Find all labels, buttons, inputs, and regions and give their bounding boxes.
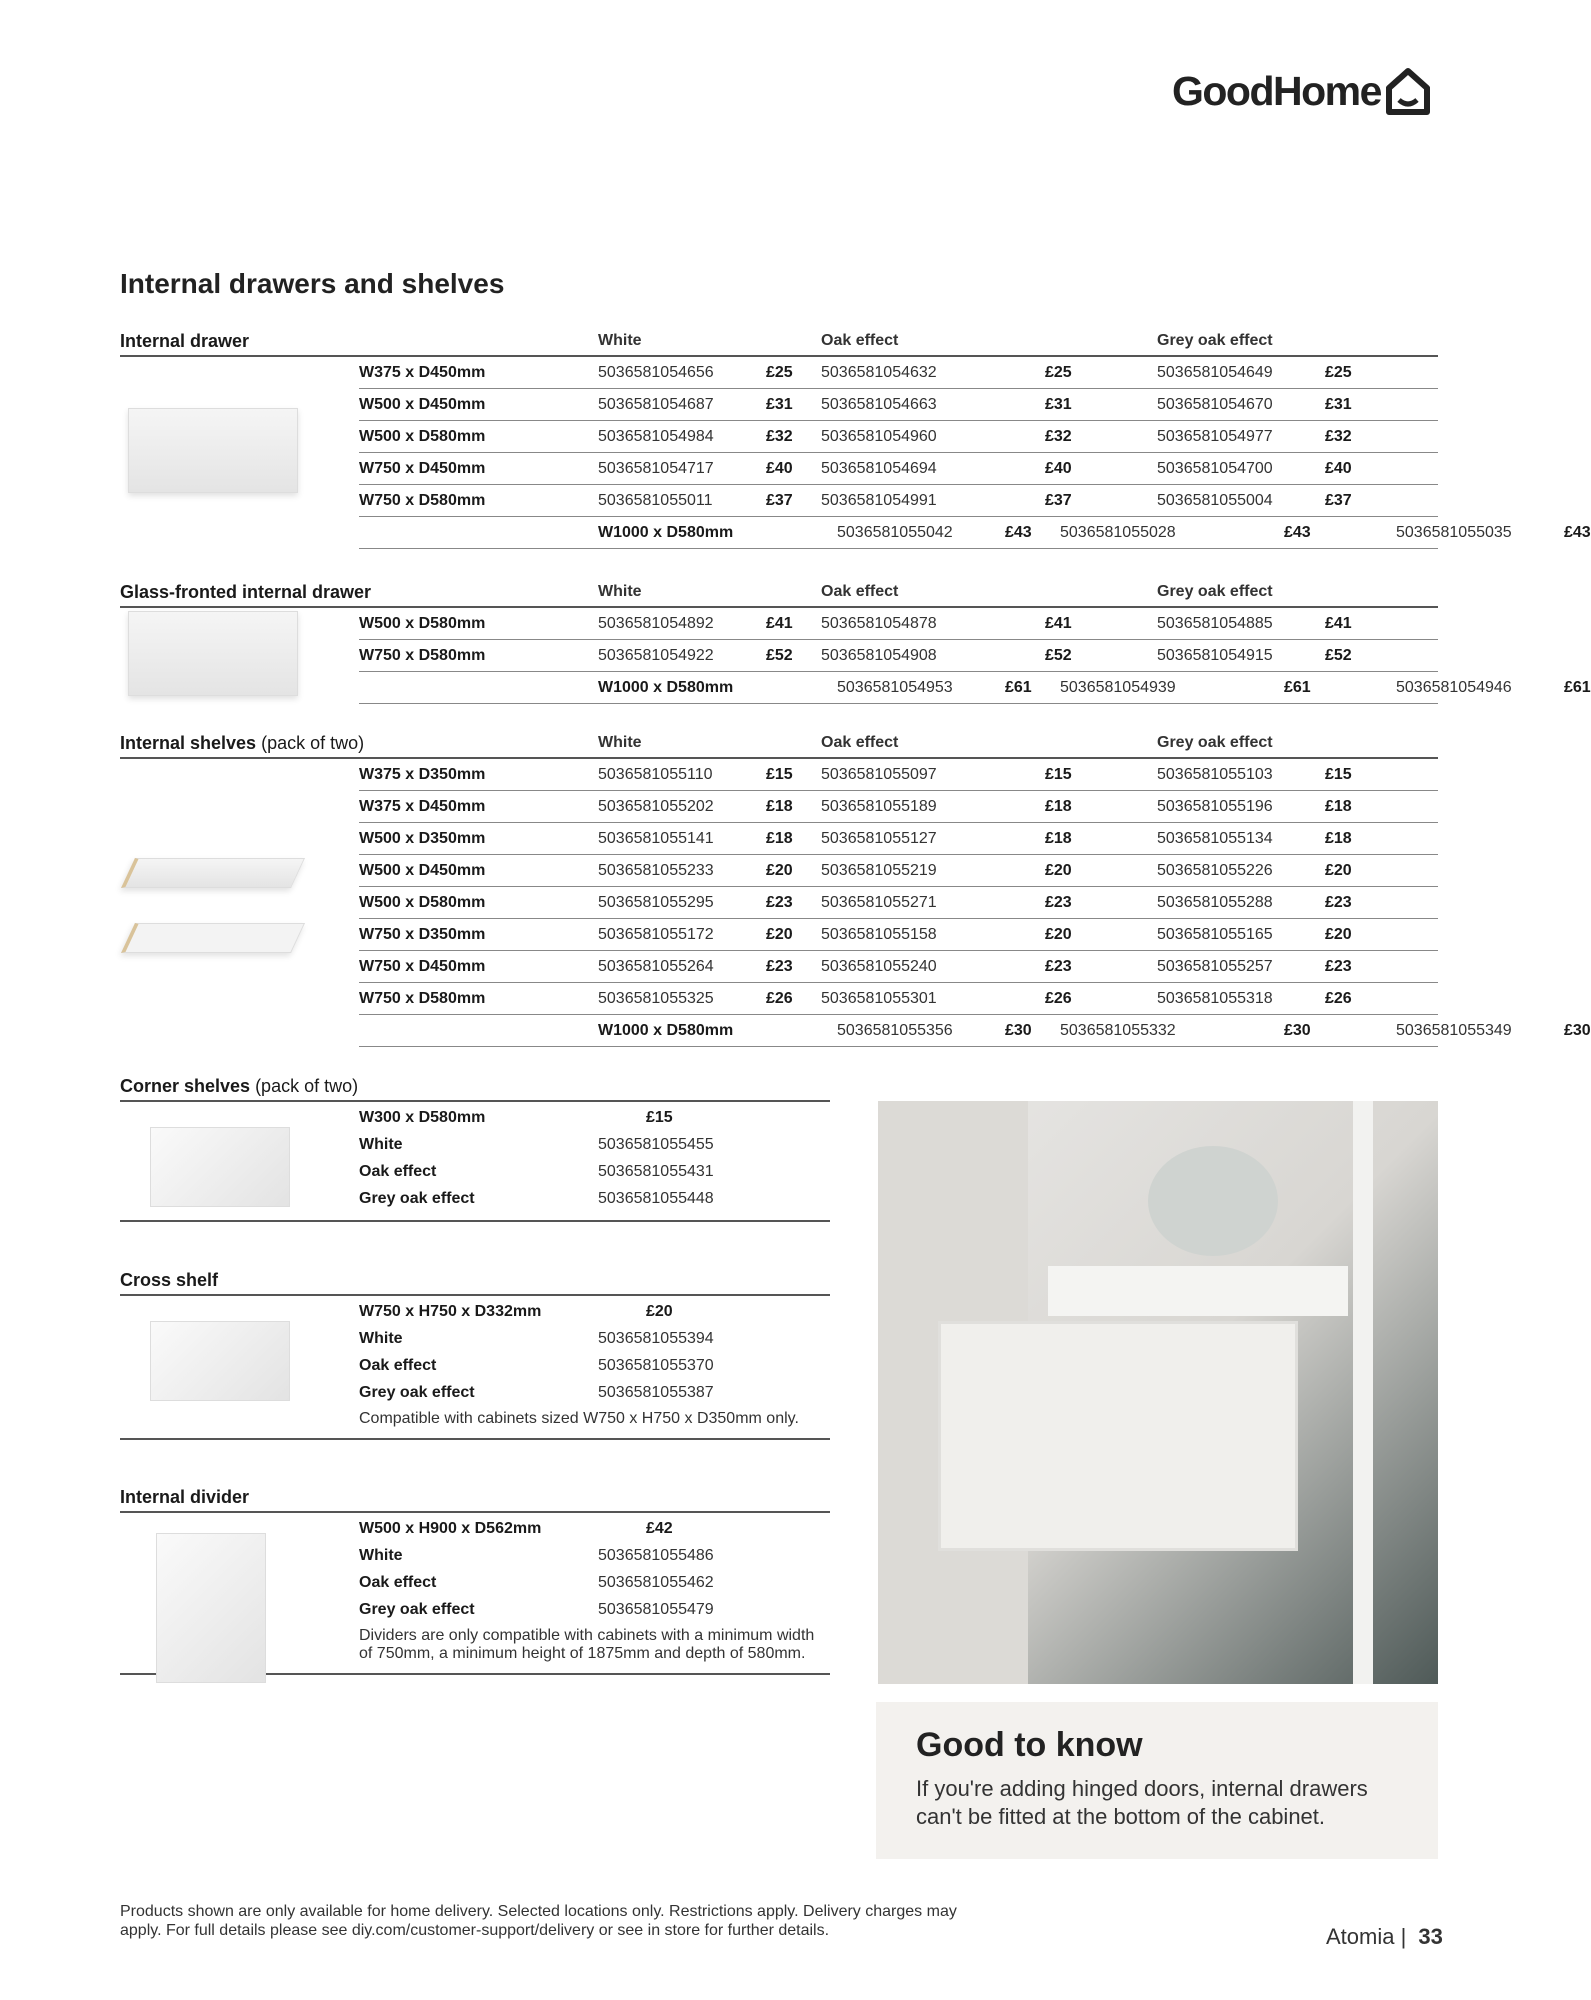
table-row xyxy=(359,823,1438,855)
table-body xyxy=(120,357,1591,549)
divider xyxy=(120,1428,830,1440)
price: £20 xyxy=(766,862,793,879)
ean-code: 5036581055257 xyxy=(1157,958,1273,975)
ean-code: 5036581055349 xyxy=(1396,1022,1512,1039)
price: £43 xyxy=(1564,524,1591,541)
size: W750 x H750 x D332mm xyxy=(359,1303,542,1320)
price: £37 xyxy=(1045,492,1072,509)
separator: | xyxy=(1400,1924,1407,1949)
table-row xyxy=(359,1296,830,1323)
price: £26 xyxy=(766,990,793,1007)
product-image xyxy=(128,408,298,493)
price: £30 xyxy=(1564,1022,1591,1039)
table-row xyxy=(359,672,1591,704)
price: £20 xyxy=(1325,862,1352,879)
table-row xyxy=(359,1513,830,1540)
ean-code: 5036581055387 xyxy=(598,1384,714,1401)
ean-code: 5036581055233 xyxy=(598,862,714,879)
ean-code: 5036581055288 xyxy=(1157,894,1273,911)
table-row xyxy=(359,389,1438,421)
price: £20 xyxy=(766,926,793,943)
price: £23 xyxy=(766,894,793,911)
table-body xyxy=(120,608,1591,704)
product-image xyxy=(150,1321,290,1401)
ean-code: 5036581055318 xyxy=(1157,990,1273,1007)
price: £52 xyxy=(1045,647,1072,664)
ean-code: 5036581055462 xyxy=(598,1574,714,1591)
price: £18 xyxy=(1045,830,1072,847)
table-row xyxy=(359,983,1438,1015)
table-header xyxy=(120,1483,830,1513)
table-header xyxy=(120,327,1438,357)
product-image xyxy=(121,858,305,888)
price: £37 xyxy=(766,492,793,509)
product-image xyxy=(128,611,298,696)
size: W500 x D450mm xyxy=(359,396,486,413)
price: £32 xyxy=(1045,428,1072,445)
ean-code: 5036581054717 xyxy=(598,460,714,477)
ean-code: 5036581054885 xyxy=(1157,615,1273,632)
size: W750 x D580mm xyxy=(359,492,486,509)
table-row xyxy=(359,1323,830,1350)
ean-code: 5036581055042 xyxy=(837,524,953,541)
table-row xyxy=(359,640,1438,672)
ean-code: 5036581054984 xyxy=(598,428,714,445)
table-header xyxy=(120,1266,830,1296)
price: £37 xyxy=(1325,492,1352,509)
table-row xyxy=(359,453,1438,485)
ean-code: 5036581054663 xyxy=(821,396,937,413)
ean-code: 5036581055035 xyxy=(1396,524,1512,541)
section-sublabel: (pack of two) xyxy=(256,733,365,753)
column-header: Grey oak effect xyxy=(1157,332,1273,349)
size: W500 x D580mm xyxy=(359,428,486,445)
section-sublabel: (pack of two) xyxy=(250,1076,359,1096)
ean-code: 5036581055394 xyxy=(598,1330,714,1347)
column-header: Grey oak effect xyxy=(1157,734,1273,751)
ean-code: 5036581054939 xyxy=(1060,679,1176,696)
ean-code: 5036581055158 xyxy=(821,926,937,943)
price: £30 xyxy=(1005,1022,1032,1039)
cabinet-side xyxy=(1353,1101,1373,1684)
price: £40 xyxy=(766,460,793,477)
price: £40 xyxy=(1045,460,1072,477)
size: W1000 x D580mm xyxy=(598,1022,734,1039)
ean-code: 5036581054892 xyxy=(598,615,714,632)
product-table xyxy=(120,1072,830,1222)
ean-code: 5036581055295 xyxy=(598,894,714,911)
ean-code: 5036581054649 xyxy=(1157,364,1273,381)
price: £15 xyxy=(1325,766,1352,783)
price: £20 xyxy=(1045,926,1072,943)
ean-code: 5036581055004 xyxy=(1157,492,1273,509)
table-row xyxy=(359,608,1438,640)
price: £23 xyxy=(1325,958,1352,975)
price: £40 xyxy=(1325,460,1352,477)
product-table xyxy=(120,578,1591,704)
compatibility-note: Dividers are only compatible with cabinets with a minimum width of 750mm, a minimum height of 1875mm and depth of 580mm. xyxy=(359,1627,815,1662)
ean-code: 5036581054908 xyxy=(821,647,937,664)
table-body xyxy=(120,759,1591,1047)
ean-code: 5036581055172 xyxy=(598,926,714,943)
ean-code: 5036581055011 xyxy=(598,492,713,509)
size: W1000 x D580mm xyxy=(598,524,734,541)
ean-code: 5036581055028 xyxy=(1060,524,1176,541)
section-label: Cross shelf xyxy=(120,1270,219,1290)
table-header xyxy=(120,1072,830,1102)
table-row xyxy=(359,919,1438,951)
table-row xyxy=(359,1015,1591,1047)
finish: Oak effect xyxy=(359,1163,437,1180)
ean-code: 5036581055264 xyxy=(598,958,714,975)
table-row xyxy=(359,485,1438,517)
table-row xyxy=(359,1594,830,1621)
brand-name: GoodHome xyxy=(1172,67,1381,114)
price: £20 xyxy=(1325,926,1352,943)
size: W500 x D580mm xyxy=(359,615,486,632)
price: £23 xyxy=(1325,894,1352,911)
section-label: Internal divider xyxy=(120,1487,250,1507)
table-row xyxy=(359,1102,830,1129)
table-row xyxy=(359,1567,830,1594)
finish: White xyxy=(359,1136,403,1153)
price: £15 xyxy=(646,1109,673,1126)
ean-code: 5036581055455 xyxy=(598,1136,714,1153)
ean-code: 5036581054700 xyxy=(1157,460,1273,477)
product-image xyxy=(156,1533,266,1683)
product-image xyxy=(121,923,305,953)
table-body xyxy=(120,1296,830,1440)
table-row xyxy=(359,1129,830,1156)
price: £15 xyxy=(766,766,793,783)
ean-code: 5036581055301 xyxy=(821,990,937,1007)
price: £52 xyxy=(766,647,793,664)
column-header: Oak effect xyxy=(821,332,899,349)
price: £18 xyxy=(1045,798,1072,815)
ean-code: 5036581055196 xyxy=(1157,798,1273,815)
open-drawer xyxy=(938,1321,1298,1551)
finish: Oak effect xyxy=(359,1357,437,1374)
good-to-know-text: If you're adding hinged doors, internal drawers can't be fitted at the bottom of the cabinet. xyxy=(916,1776,1368,1829)
compatibility-note: Compatible with cabinets sized W750 x H750 x D350mm only. xyxy=(359,1410,799,1427)
size: W375 x D350mm xyxy=(359,766,486,783)
finish: Grey oak effect xyxy=(359,1384,475,1401)
size: W1000 x D580mm xyxy=(598,679,734,696)
price: £25 xyxy=(1325,364,1352,381)
section-name: Atomia xyxy=(1326,1924,1395,1949)
ean-code: 5036581055202 xyxy=(598,798,714,815)
price: £25 xyxy=(766,364,793,381)
ean-code: 5036581055325 xyxy=(598,990,714,1007)
ean-code: 5036581054632 xyxy=(821,364,937,381)
ean-code: 5036581055141 xyxy=(598,830,714,847)
price: £23 xyxy=(1045,894,1072,911)
divider xyxy=(120,1210,830,1222)
ean-code: 5036581055370 xyxy=(598,1357,714,1374)
size: W375 x D450mm xyxy=(359,798,486,815)
goodhome-logo xyxy=(1172,66,1431,116)
size: W500 x D450mm xyxy=(359,862,486,879)
size: W750 x D450mm xyxy=(359,460,486,477)
price: £23 xyxy=(766,958,793,975)
page-title: Internal drawers and shelves xyxy=(120,268,505,299)
table-row xyxy=(359,1183,830,1210)
price: £18 xyxy=(766,830,793,847)
ean-code: 5036581055103 xyxy=(1157,766,1273,783)
section-label: Internal shelves (pack of two) xyxy=(120,733,365,753)
table-row xyxy=(359,421,1438,453)
product-photo xyxy=(878,1101,1438,1684)
price: £31 xyxy=(1045,396,1072,413)
price: £41 xyxy=(1325,615,1352,632)
shelf xyxy=(1048,1266,1348,1316)
price: £23 xyxy=(1045,958,1072,975)
ean-code: 5036581055431 xyxy=(598,1163,714,1180)
size: W375 x D450mm xyxy=(359,364,486,381)
footer-disclaimer: Products shown are only available for home delivery. Selected locations only. Restrictions apply. Delivery charges may apply. For full details please see diy.com/customer-support/delivery or see in store for further details. xyxy=(120,1903,957,1939)
table-row xyxy=(359,1377,830,1404)
table-row xyxy=(359,855,1438,887)
section-label: Corner shelves (pack of two) xyxy=(120,1076,359,1096)
house-icon xyxy=(1385,66,1431,116)
price: £30 xyxy=(1284,1022,1311,1039)
ean-code: 5036581054991 xyxy=(821,492,937,509)
price: £43 xyxy=(1284,524,1311,541)
table-row xyxy=(359,791,1438,823)
ean-code: 5036581055110 xyxy=(598,766,713,783)
table-header xyxy=(120,729,1438,759)
size: W300 x D580mm xyxy=(359,1109,486,1126)
price: £32 xyxy=(1325,428,1352,445)
finish: Grey oak effect xyxy=(359,1601,475,1618)
ean-code: 5036581055448 xyxy=(598,1190,714,1207)
price: £32 xyxy=(766,428,793,445)
size: W750 x D580mm xyxy=(359,990,486,1007)
ean-code: 5036581055165 xyxy=(1157,926,1273,943)
ean-code: 5036581055226 xyxy=(1157,862,1273,879)
ean-code: 5036581054656 xyxy=(598,364,714,381)
finish: White xyxy=(359,1547,403,1564)
ean-code: 5036581055356 xyxy=(837,1022,953,1039)
price: £42 xyxy=(646,1520,673,1537)
column-header: Oak effect xyxy=(821,734,899,751)
price: £26 xyxy=(1325,990,1352,1007)
ean-code: 5036581055240 xyxy=(821,958,937,975)
ean-code: 5036581054687 xyxy=(598,396,714,413)
ean-code: 5036581055134 xyxy=(1157,830,1273,847)
size: W750 x D580mm xyxy=(359,647,486,664)
good-to-know-heading: Good to know xyxy=(916,1726,1143,1764)
page-info xyxy=(1326,1924,1443,1950)
ean-code: 5036581054977 xyxy=(1157,428,1273,445)
ean-code: 5036581055189 xyxy=(821,798,937,815)
price: £18 xyxy=(1325,798,1352,815)
table-row xyxy=(359,1540,830,1567)
ean-code: 5036581055486 xyxy=(598,1547,714,1564)
product-table xyxy=(120,1266,830,1440)
price: £52 xyxy=(1325,647,1352,664)
price: £31 xyxy=(1325,396,1352,413)
size: W500 x D580mm xyxy=(359,894,486,911)
section-label: Internal drawer xyxy=(120,331,250,351)
ean-code: 5036581055479 xyxy=(598,1601,714,1618)
good-to-know-box xyxy=(876,1702,1438,1859)
size: W500 x H900 x D562mm xyxy=(359,1520,542,1537)
section-label: Glass-fronted internal drawer xyxy=(120,582,372,602)
column-header: White xyxy=(598,734,642,751)
table-body xyxy=(120,1102,830,1222)
price: £61 xyxy=(1284,679,1311,696)
size: W500 x D350mm xyxy=(359,830,486,847)
price: £20 xyxy=(1045,862,1072,879)
price: £41 xyxy=(1045,615,1072,632)
ean-code: 5036581054922 xyxy=(598,647,714,664)
ean-code: 5036581054694 xyxy=(821,460,937,477)
ean-code: 5036581054946 xyxy=(1396,679,1512,696)
price: £43 xyxy=(1005,524,1032,541)
price: £61 xyxy=(1005,679,1032,696)
size: W750 x D450mm xyxy=(359,958,486,975)
table-header xyxy=(120,578,1438,608)
table-row xyxy=(359,357,1438,389)
ean-code: 5036581054670 xyxy=(1157,396,1273,413)
ean-code: 5036581055271 xyxy=(821,894,937,911)
column-header: Oak effect xyxy=(821,583,899,600)
price: £61 xyxy=(1564,679,1591,696)
product-image xyxy=(150,1127,290,1207)
table-row xyxy=(359,1350,830,1377)
table-row xyxy=(359,517,1591,549)
price: £15 xyxy=(1045,766,1072,783)
ean-code: 5036581055332 xyxy=(1060,1022,1176,1039)
table-row xyxy=(359,951,1438,983)
table-row xyxy=(359,1156,830,1183)
column-header: White xyxy=(598,332,642,349)
product-table xyxy=(120,729,1591,1047)
column-header: Grey oak effect xyxy=(1157,583,1273,600)
ean-code: 5036581055219 xyxy=(821,862,937,879)
page-number: 33 xyxy=(1418,1924,1443,1949)
table-body xyxy=(120,1513,830,1675)
price: £18 xyxy=(1325,830,1352,847)
price: £41 xyxy=(766,615,793,632)
ean-code: 5036581054953 xyxy=(837,679,953,696)
price: £18 xyxy=(766,798,793,815)
finish: Oak effect xyxy=(359,1574,437,1591)
column-header: White xyxy=(598,583,642,600)
ean-code: 5036581055127 xyxy=(821,830,937,847)
price: £20 xyxy=(646,1303,673,1320)
finish: Grey oak effect xyxy=(359,1190,475,1207)
table-row xyxy=(359,759,1438,791)
price: £26 xyxy=(1045,990,1072,1007)
price: £25 xyxy=(1045,364,1072,381)
product-table xyxy=(120,1483,830,1675)
table-row xyxy=(359,887,1438,919)
product-table xyxy=(120,327,1591,549)
mirror xyxy=(1148,1146,1278,1256)
ean-code: 5036581054915 xyxy=(1157,647,1273,664)
price: £31 xyxy=(766,396,793,413)
finish: White xyxy=(359,1330,403,1347)
ean-code: 5036581055097 xyxy=(821,766,937,783)
ean-code: 5036581054960 xyxy=(821,428,937,445)
size: W750 x D350mm xyxy=(359,926,486,943)
ean-code: 5036581054878 xyxy=(821,615,937,632)
